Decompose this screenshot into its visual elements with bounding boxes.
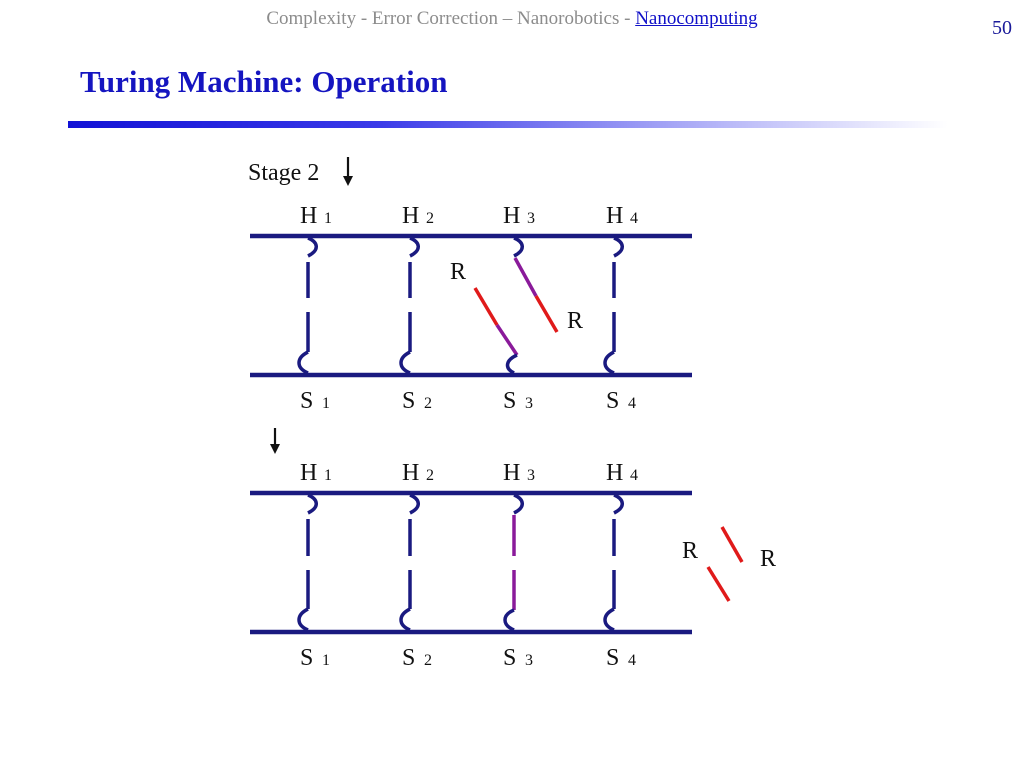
- svg-text:1: 1: [322, 395, 330, 412]
- svg-text:S: S: [503, 645, 517, 671]
- svg-text:H: H: [503, 203, 521, 229]
- s-label-3: [503, 388, 533, 414]
- svg-text:S: S: [402, 645, 416, 671]
- svg-text:S: S: [606, 388, 620, 414]
- svg-text:H: H: [402, 203, 420, 229]
- s-label-4: [606, 388, 636, 414]
- s-label-3: [503, 645, 533, 671]
- svg-text:S: S: [300, 388, 314, 414]
- r-label-left: R: [450, 259, 467, 285]
- svg-text:2: 2: [424, 395, 432, 412]
- h-label-3: [503, 460, 535, 486]
- svg-text:4: 4: [630, 210, 638, 227]
- panel-top: [250, 203, 692, 414]
- rung-2: [401, 238, 418, 373]
- rung-4: [605, 238, 622, 373]
- r-label-left: R: [682, 538, 699, 564]
- svg-text:S: S: [300, 645, 314, 671]
- panel-bottom: [250, 460, 776, 671]
- svg-text:S: S: [606, 645, 620, 671]
- h-label-2: [402, 460, 434, 486]
- h-label-3: [503, 203, 535, 229]
- svg-text:H: H: [300, 203, 318, 229]
- r-label-right: R: [760, 546, 777, 572]
- transition-arrow-icon: [270, 428, 280, 454]
- svg-text:1: 1: [324, 467, 332, 484]
- svg-text:H: H: [606, 203, 624, 229]
- h-label-2: [402, 203, 434, 229]
- stage-label: Stage 2: [248, 160, 320, 186]
- breadcrumb-prefix: Complexity - Error Correction – Nanorobotics -: [266, 8, 631, 29]
- svg-text:2: 2: [426, 467, 434, 484]
- stage-arrow-icon: [343, 157, 353, 186]
- s-label-2: [402, 645, 432, 671]
- r-label-right: R: [567, 308, 584, 334]
- svg-text:4: 4: [628, 395, 636, 412]
- svg-text:1: 1: [324, 210, 332, 227]
- svg-text:3: 3: [527, 467, 535, 484]
- rung-3: [505, 495, 522, 630]
- h-label-1: [300, 460, 332, 486]
- svg-text:H: H: [402, 460, 420, 486]
- h-label-4: [606, 203, 638, 229]
- svg-text:4: 4: [628, 652, 636, 669]
- svg-text:2: 2: [426, 210, 434, 227]
- svg-text:H: H: [300, 460, 318, 486]
- rung-4: [605, 495, 622, 630]
- svg-text:H: H: [503, 460, 521, 486]
- breadcrumb-current[interactable]: Nanocomputing: [635, 8, 758, 29]
- s-label-2: [402, 388, 432, 414]
- svg-text:S: S: [402, 388, 416, 414]
- s-label-1: [300, 388, 330, 414]
- rung-1: [299, 495, 316, 630]
- svg-text:2: 2: [424, 652, 432, 669]
- svg-text:1: 1: [322, 652, 330, 669]
- svg-text:3: 3: [527, 210, 535, 227]
- rung-1: [299, 238, 316, 373]
- released-r-strands: [708, 527, 742, 601]
- svg-text:3: 3: [525, 652, 533, 669]
- rung-3-displaced: [475, 238, 557, 373]
- svg-text:4: 4: [630, 467, 638, 484]
- svg-text:3: 3: [525, 395, 533, 412]
- s-label-1: [300, 645, 330, 671]
- s-label-4: [606, 645, 636, 671]
- rung-2: [401, 495, 418, 630]
- svg-text:S: S: [503, 388, 517, 414]
- page-number: 50: [992, 17, 1012, 39]
- svg-text:H: H: [606, 460, 624, 486]
- h-label-4: [606, 460, 638, 486]
- slide-title: Turing Machine: Operation: [80, 64, 448, 99]
- h-label-1: [300, 203, 332, 229]
